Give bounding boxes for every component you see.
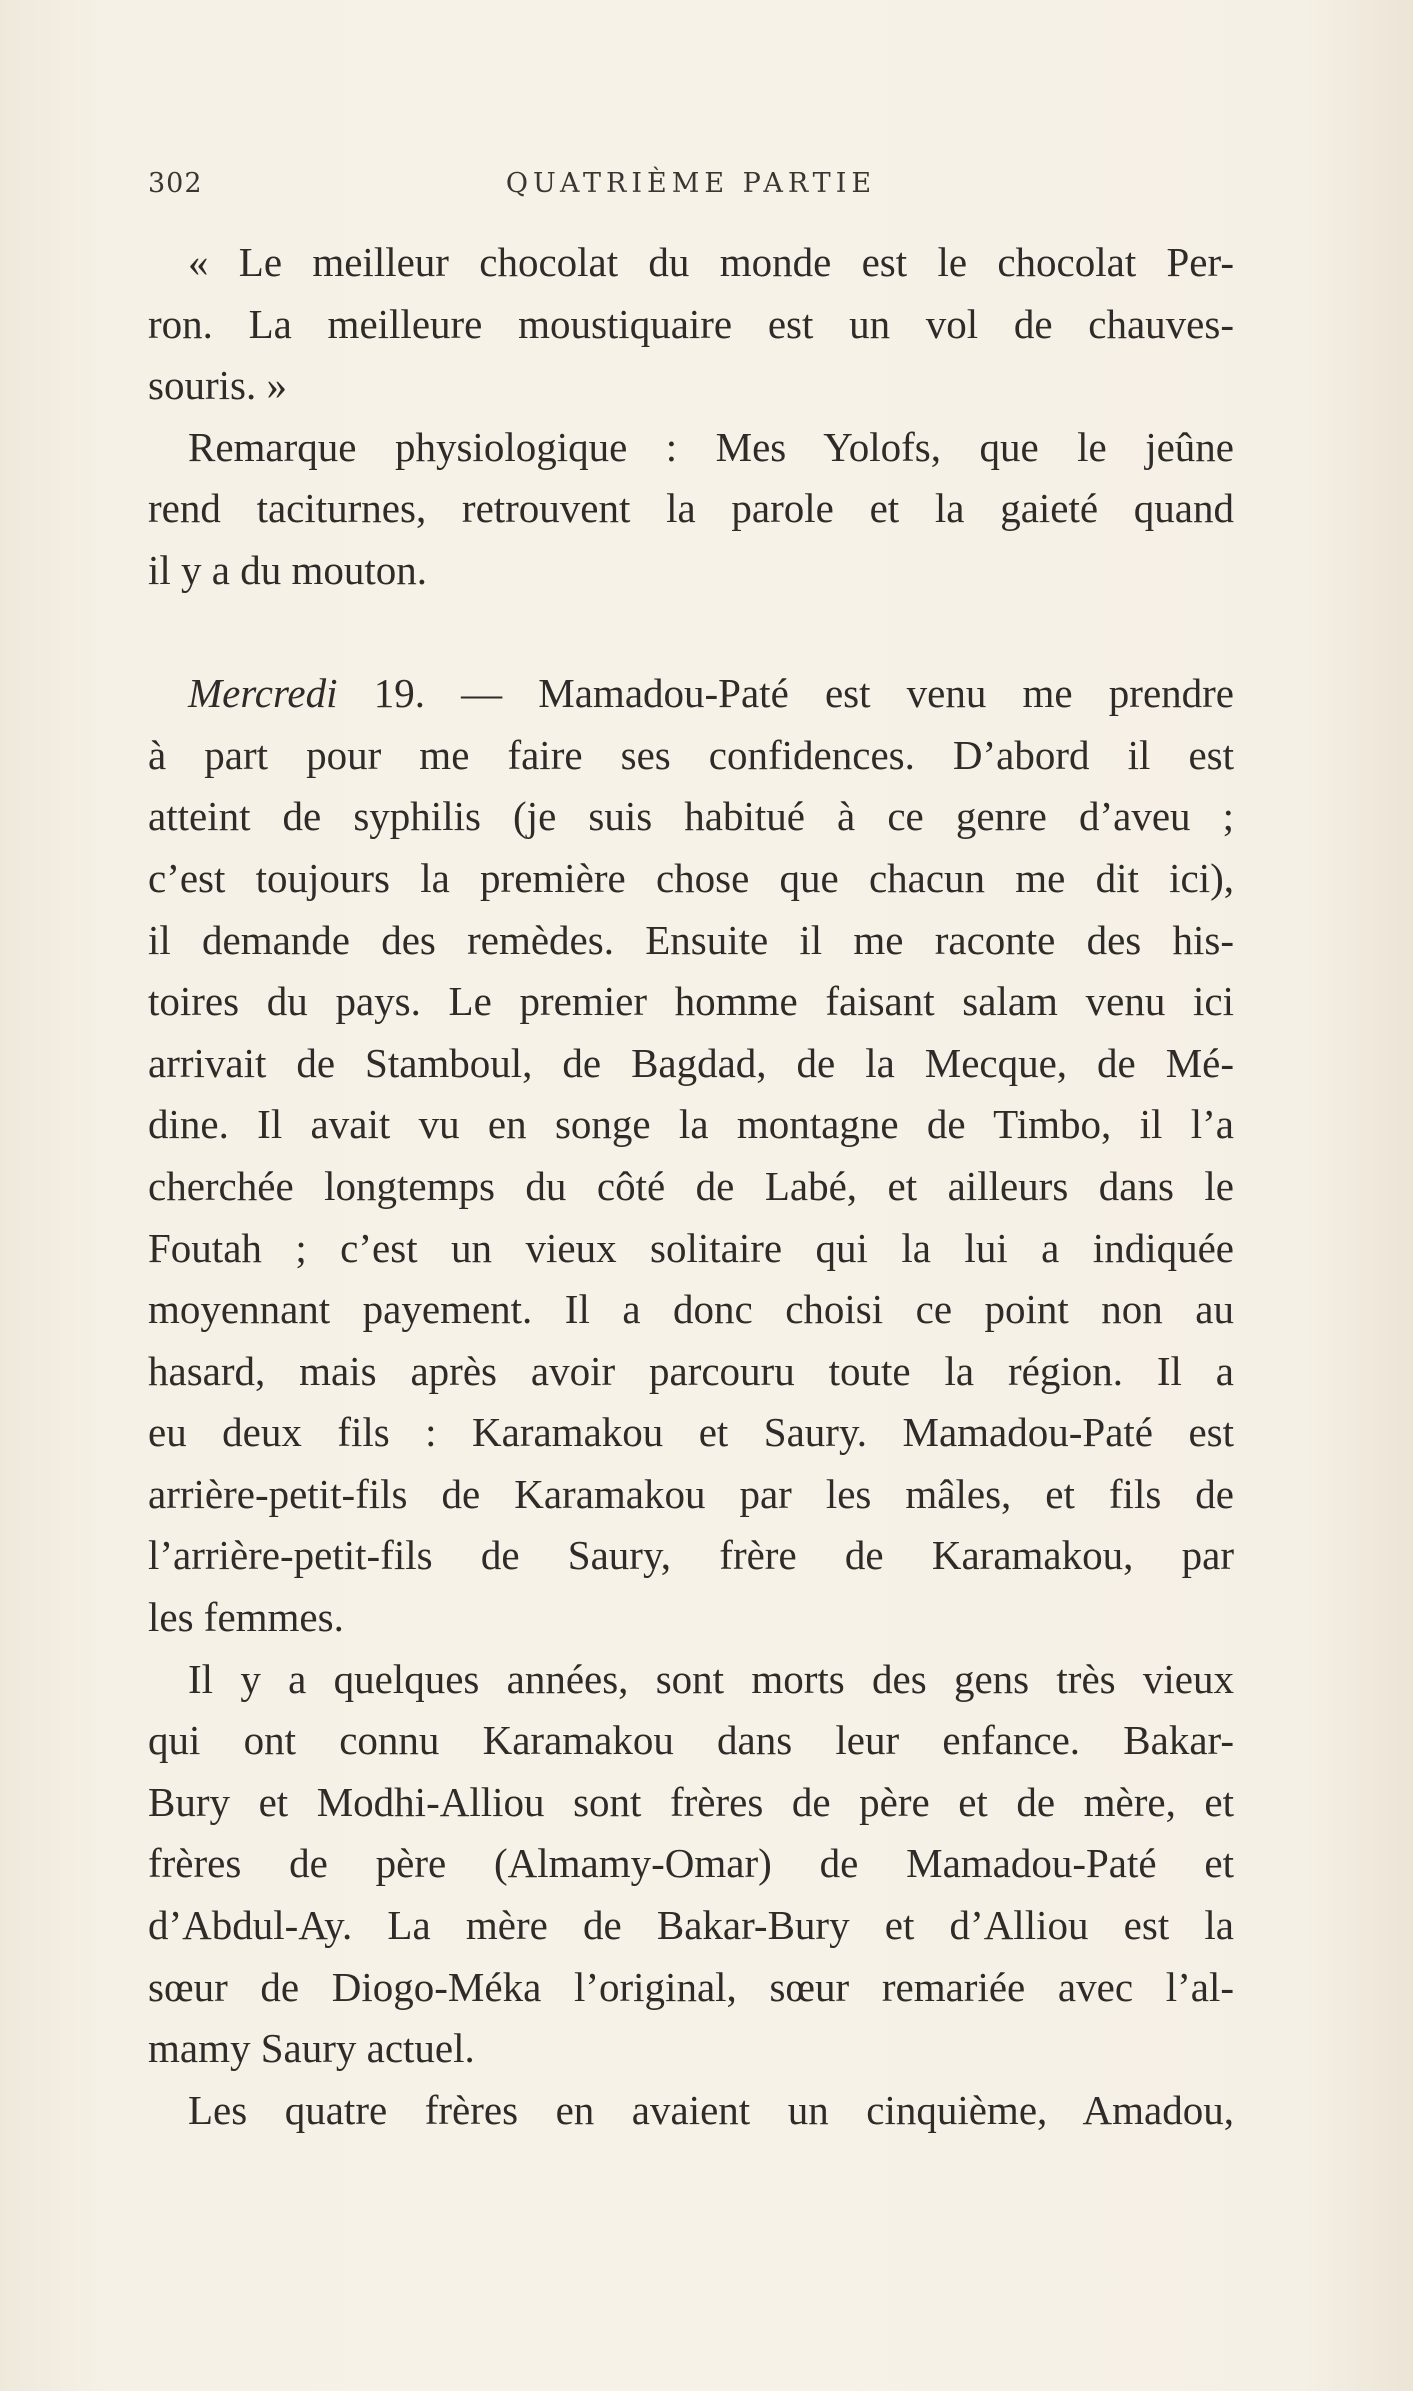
text-line: eu deux fils : Karamakou et Saury. Mamadou-Paté est — [148, 1409, 1234, 1456]
text-line: cherchée longtemps du côté de Labé, et ailleurs dans le — [148, 1162, 1234, 1209]
text-line: Foutah ; c’est un vieux solitaire qui la lui a indiquée — [148, 1224, 1234, 1271]
paragraph-gap — [148, 602, 1234, 664]
running-title: QUATRIÈME PARTIE — [505, 168, 877, 199]
text-line: Les quatre frères en avaient un cinquième, Amadou, — [188, 2086, 1234, 2133]
diary-entry-rest: 19. — Mamadou-Paté est venu me prendre — [337, 670, 1234, 717]
text-line: à part pour me faire ses confidences. D’abord il est — [148, 731, 1234, 778]
text-line: les femmes. — [148, 1594, 344, 1641]
text-line: dine. Il avait vu en songe la montagne de Timbo, il l’a — [148, 1101, 1234, 1148]
text-line: ron. La meilleure moustiquaire est un vol de chauves- — [148, 300, 1234, 347]
text-line: frères de père (Almamy-Omar) de Mamadou-Paté et — [148, 1840, 1234, 1887]
text-line: il demande des remèdes. Ensuite il me raconte des his- — [148, 916, 1234, 963]
text-line: Bury et Modhi-Alliou sont frères de père et de mère, et — [148, 1778, 1234, 1825]
text-line: Remarque physiologique : Mes Yolofs, que le jeûne — [188, 423, 1234, 470]
text-line: d’Abdul-Ay. La mère de Bakar-Bury et d’Alliou est la — [148, 1902, 1234, 1949]
text-line: Il y a quelques années, sont morts des gens très vieux — [188, 1655, 1234, 1702]
text-line: atteint de syphilis (je suis habitué à ce genre d’aveu ; — [148, 793, 1234, 840]
text-line: mamy Saury actuel. — [148, 2025, 475, 2072]
text-line: il y a du mouton. — [148, 546, 428, 593]
text-line: souris. » — [148, 362, 287, 409]
text-line: c’est toujours la première chose que chacun me dit ici), — [148, 854, 1234, 901]
body-text — [148, 232, 1234, 2141]
text-line: l’arrière-petit-fils de Saury, frère de Karamakou, par — [148, 1532, 1234, 1579]
text-line: moyennant payement. Il a donc choisi ce point non au — [148, 1286, 1234, 1333]
text-line: arrivait de Stamboul, de Bagdad, de la Mecque, de Mé- — [148, 1039, 1234, 1086]
text-line: arrière-petit-fils de Karamakou par les mâles, et fils de — [148, 1470, 1234, 1517]
diary-date-italic: Mercredi — [188, 670, 338, 717]
diary-entry-heading-line — [148, 663, 1234, 725]
text-line: rend taciturnes, retrouvent la parole et la gaieté quand — [148, 485, 1234, 532]
page-number: 302 — [148, 168, 203, 199]
running-head — [148, 168, 1234, 208]
text-line: « Le meilleur chocolat du monde est le chocolat Per- — [188, 239, 1234, 285]
text-line: qui ont connu Karamakou dans leur enfance. Bakar- — [148, 1717, 1234, 1764]
text-line: hasard, mais après avoir parcouru toute la région. Il a — [148, 1347, 1234, 1394]
text-line: sœur de Diogo-Méka l’original, sœur remariée avec l’al- — [148, 1963, 1234, 2010]
text-line: toires du pays. Le premier homme faisant salam venu ici — [148, 978, 1234, 1025]
